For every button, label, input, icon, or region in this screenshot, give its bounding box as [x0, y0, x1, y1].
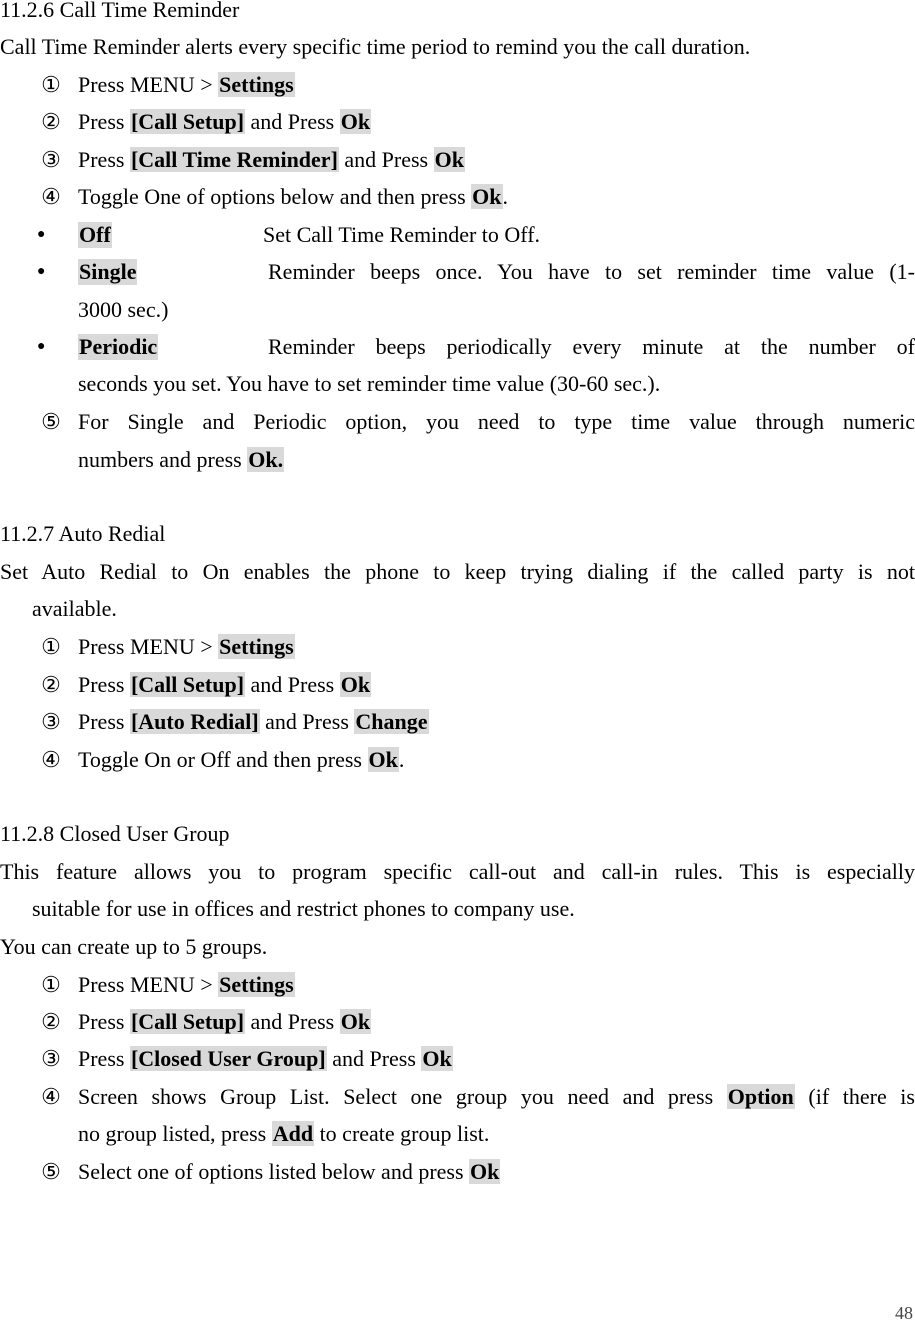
- bullet-icon: ●: [37, 227, 46, 242]
- option-single: ● Single Reminder beeps once. You have to set reminder time value (1-: [37, 259, 915, 284]
- key-call-setup: [Call Setup]: [130, 1009, 245, 1034]
- key-closed-user-group: [Closed User Group]: [130, 1046, 326, 1071]
- key-ok: Ok: [340, 672, 371, 697]
- bullet-icon: ●: [37, 339, 46, 354]
- page-number: 48: [895, 1303, 913, 1323]
- section-627-heading: 11.2.7 Auto Redial: [0, 521, 166, 546]
- key-call-time-reminder: [Call Time Reminder]: [130, 147, 338, 172]
- option-off: ● Off Set Call Time Reminder to Off.: [37, 222, 541, 247]
- key-add: Add: [272, 1121, 314, 1146]
- key-settings: Settings: [219, 634, 294, 659]
- key-auto-redial: [Auto Redial]: [130, 709, 259, 734]
- option-term: Periodic: [79, 334, 158, 359]
- key-ok: Ok: [340, 1009, 371, 1034]
- key-ok: Ok: [470, 1159, 500, 1184]
- key-ok: Ok.: [248, 447, 284, 472]
- list-item: ④ Screen shows Group List. Select one group you need and press Option (if there is: [41, 1084, 915, 1109]
- key-ok: Ok: [340, 109, 371, 134]
- list-item: ⑤ For Single and Periodic option, you need to type time value through numeric: [41, 409, 915, 434]
- option-term: Single: [79, 259, 137, 284]
- bullet-icon: ●: [37, 264, 46, 279]
- key-call-setup: [Call Setup]: [130, 109, 245, 134]
- key-ok: Ok: [422, 1046, 452, 1071]
- key-ok: Ok: [368, 747, 398, 772]
- key-call-setup: [Call Setup]: [130, 672, 245, 697]
- key-change: Change: [355, 709, 428, 734]
- key-settings: Settings: [219, 972, 294, 997]
- key-ok: Ok: [472, 184, 502, 209]
- key-ok: Ok: [434, 147, 464, 172]
- option-periodic: ● Periodic Reminder beeps periodically every minute at the number of: [37, 334, 915, 359]
- section-626-intro: Call Time Reminder alerts every specific time period to remind you the call duration.: [0, 34, 751, 59]
- section-628-heading: 11.2.8 Closed User Group: [0, 821, 230, 846]
- option-term: Off: [79, 222, 111, 247]
- section-626-heading: 11.2.6 Call Time Reminder: [0, 0, 240, 22]
- key-settings: Settings: [219, 72, 294, 97]
- section-627-intro: Set Auto Redial to On enables the phone to keep trying dialing if the called party is not: [0, 559, 915, 584]
- section-628-intro: This feature allows you to program specific call-out and call-in rules. This is especially: [0, 859, 915, 884]
- key-option: Option: [727, 1084, 794, 1109]
